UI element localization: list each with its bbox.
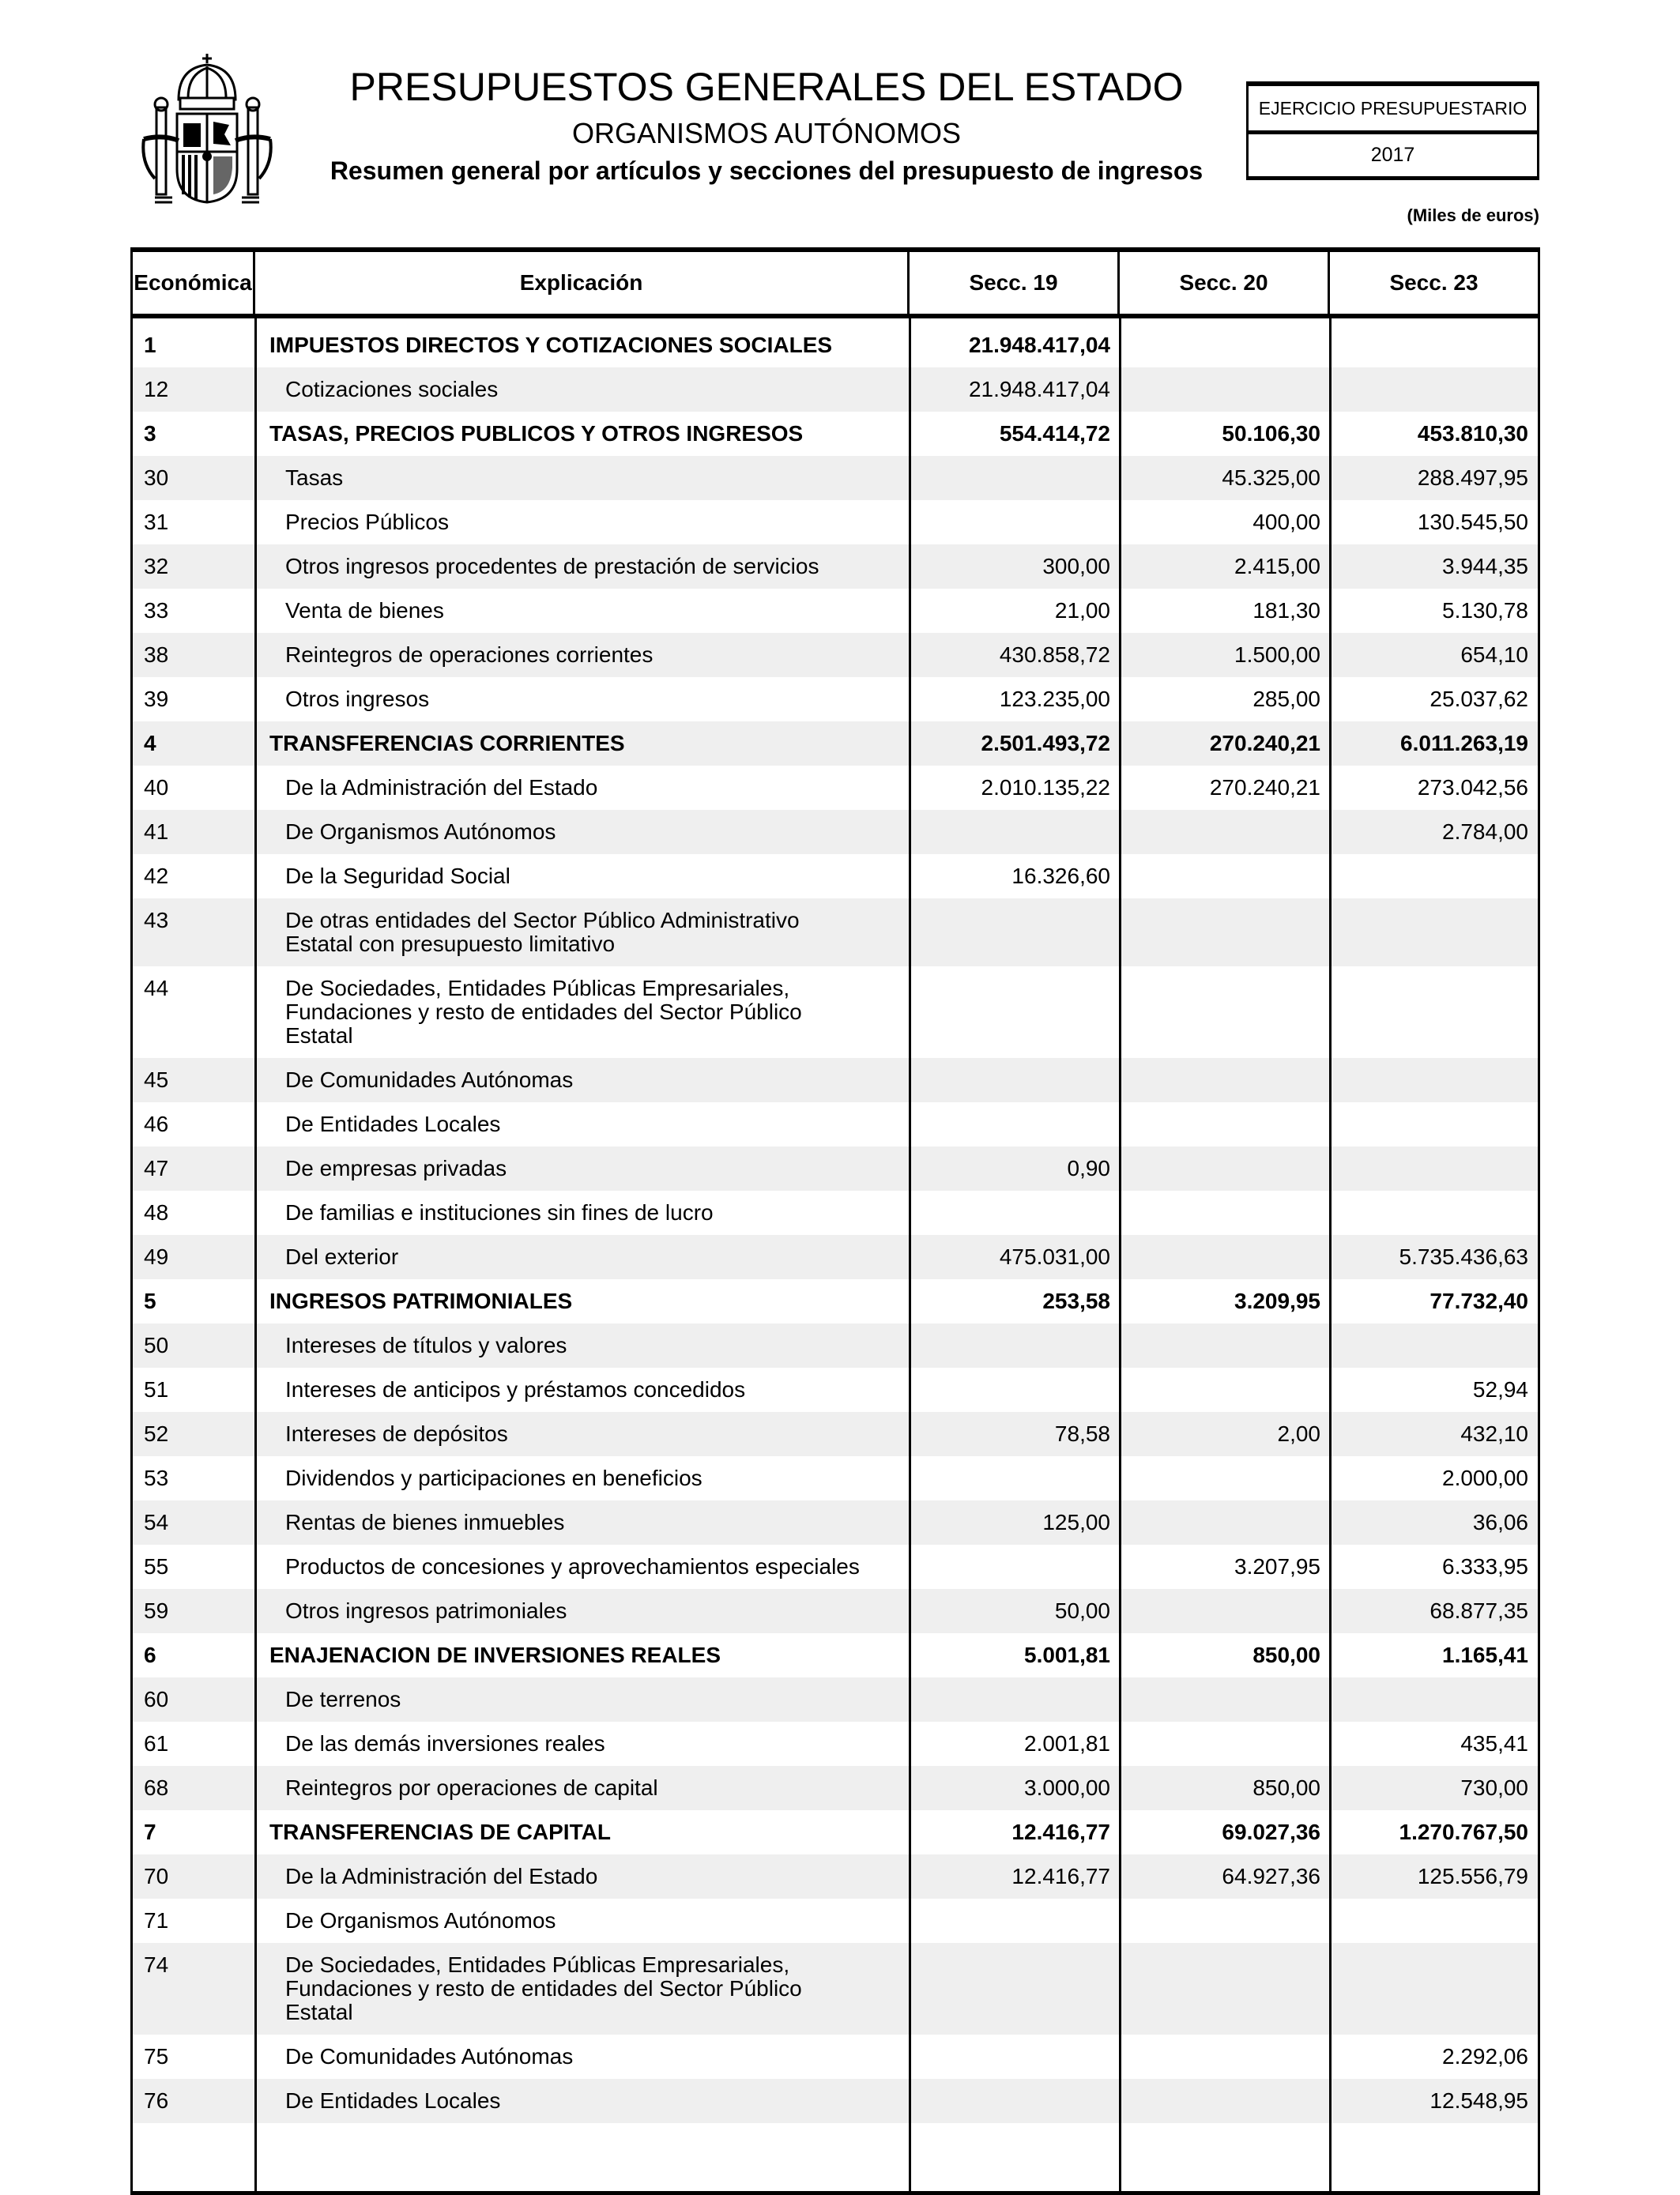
row-description: Dividendos y participaciones en beneficios: [285, 1466, 703, 1490]
table-row-chapter: [133, 1810, 1538, 1854]
table-row-chapter: [133, 323, 1538, 367]
table-row-chapter: [133, 721, 1538, 766]
budget-year-value: 2017: [1370, 144, 1415, 166]
row-secc-20: 850,00: [1252, 1775, 1320, 1800]
row-secc-20: 181,30: [1252, 598, 1320, 623]
row-code: 42: [144, 864, 169, 888]
row-secc-20: [1120, 1943, 1330, 2035]
row-secc-23: [1330, 1323, 1538, 1368]
row-description: De Sociedades, Entidades Públicas Empresariales, Fundaciones y resto de entidades del Sector Público Estatal: [285, 976, 802, 1048]
row-secc-20: [1120, 1323, 1330, 1368]
column-header-secc-20: Secc. 20: [1120, 252, 1330, 314]
row-secc-19: 5.001,81: [1024, 1643, 1110, 1667]
row-secc-20: [1120, 1058, 1330, 1102]
row-description: De Comunidades Autónomas: [285, 2044, 574, 2069]
row-code: 68: [144, 1775, 169, 1800]
row-secc-23: 5.735.436,63: [1399, 1244, 1528, 1269]
table-header: [133, 252, 1538, 318]
row-secc-23: 125.556,79: [1417, 1864, 1528, 1888]
table-row-chapter: [133, 1633, 1538, 1677]
budget-year-box: [1246, 81, 1539, 180]
table-row: [133, 1899, 1538, 1943]
table-row: [133, 1191, 1538, 1235]
row-secc-23: 654,10: [1460, 642, 1528, 667]
table-row: [133, 1323, 1538, 1368]
table-row: [133, 1943, 1538, 2035]
row-code: 7: [144, 1820, 156, 1844]
row-secc-19: [910, 1943, 1120, 2035]
page-description: Resumen general por artículos y secciones del presupuesto de ingresos: [330, 156, 1203, 185]
row-code: 50: [144, 1333, 169, 1357]
row-secc-23: 2.292,06: [1442, 2044, 1528, 2069]
row-secc-19: [910, 2079, 1120, 2123]
row-secc-23: 3.944,35: [1442, 554, 1528, 578]
row-code: 1: [144, 333, 156, 357]
row-secc-20: 69.027,36: [1222, 1820, 1320, 1844]
row-secc-19: 21.948.417,04: [968, 333, 1110, 357]
row-code: 38: [144, 642, 169, 667]
row-code: 12: [144, 377, 169, 401]
row-description: Intereses de depósitos: [285, 1421, 508, 1446]
row-secc-19: 0,90: [1067, 1156, 1110, 1180]
row-secc-23: [1330, 1191, 1538, 1235]
row-secc-23: 288.497,95: [1417, 465, 1528, 490]
row-secc-19: [910, 456, 1120, 500]
row-code: 51: [144, 1377, 169, 1402]
row-secc-20: [1120, 1191, 1330, 1235]
row-description: TRANSFERENCIAS DE CAPITAL: [269, 1820, 611, 1844]
row-secc-19: 12.416,77: [1011, 1864, 1110, 1888]
table-row: [133, 1235, 1538, 1279]
column-header-explicacion: Explicación: [255, 252, 910, 314]
row-description: ENAJENACION DE INVERSIONES REALES: [269, 1643, 721, 1667]
row-code: 4: [144, 731, 156, 755]
row-description: IMPUESTOS DIRECTOS Y COTIZACIONES SOCIALES: [269, 333, 833, 357]
row-secc-20: 3.209,95: [1234, 1289, 1320, 1313]
row-secc-20: [1120, 1235, 1330, 1279]
row-secc-20: 45.325,00: [1222, 465, 1320, 490]
row-description: De otras entidades del Sector Público Administrativo Estatal con presupuesto limitativo: [285, 908, 800, 956]
table-row: [133, 1589, 1538, 1633]
table-row: [133, 1766, 1538, 1810]
row-secc-23: [1330, 1102, 1538, 1146]
table-row: [133, 589, 1538, 633]
row-secc-23: [1330, 1146, 1538, 1191]
row-secc-19: [910, 2035, 1120, 2079]
table-row: [133, 677, 1538, 721]
row-description: Cotizaciones sociales: [285, 377, 499, 401]
row-code: 55: [144, 1554, 169, 1579]
table-row: [133, 854, 1538, 898]
row-secc-20: 2.415,00: [1234, 554, 1320, 578]
row-secc-19: [910, 1545, 1120, 1589]
row-code: 44: [144, 976, 169, 1000]
row-secc-19: 21.948.417,04: [968, 377, 1110, 401]
row-secc-23: 6.011.263,19: [1400, 731, 1528, 755]
row-description: Otros ingresos: [285, 687, 430, 711]
row-secc-23: 273.042,56: [1417, 775, 1528, 800]
row-description: Del exterior: [285, 1244, 399, 1269]
row-secc-19: [910, 1456, 1120, 1500]
row-secc-19: 2.501.493,72: [981, 731, 1110, 755]
row-secc-23: 68.877,35: [1430, 1598, 1528, 1623]
table-row: [133, 456, 1538, 500]
row-secc-20: 400,00: [1252, 510, 1320, 534]
row-description: Rentas de bienes inmuebles: [285, 1510, 565, 1534]
row-description: De empresas privadas: [285, 1156, 507, 1180]
row-description: Intereses de anticipos y préstamos concedidos: [285, 1377, 746, 1402]
row-secc-20: 3.207,95: [1234, 1554, 1320, 1579]
row-code: 32: [144, 554, 169, 578]
row-description: INGRESOS PATRIMONIALES: [269, 1289, 573, 1313]
row-secc-19: [910, 1191, 1120, 1235]
row-secc-20: [1120, 2079, 1330, 2123]
row-secc-20: [1120, 2035, 1330, 2079]
table-row: [133, 766, 1538, 810]
row-secc-23: [1330, 1899, 1538, 1943]
row-secc-20: [1120, 1722, 1330, 1766]
row-secc-23: [1330, 323, 1538, 367]
table-row: [133, 1456, 1538, 1500]
row-secc-20: [1120, 323, 1330, 367]
row-secc-20: [1120, 1500, 1330, 1545]
row-code: 3: [144, 421, 156, 446]
row-code: 71: [144, 1908, 169, 1933]
row-secc-23: 52,94: [1472, 1377, 1528, 1402]
row-secc-23: 435,41: [1460, 1731, 1528, 1756]
row-secc-19: [910, 1677, 1120, 1722]
row-description: De Comunidades Autónomas: [285, 1067, 574, 1092]
row-description: De Entidades Locales: [285, 1112, 501, 1136]
row-code: 60: [144, 1687, 169, 1711]
row-secc-23: [1330, 1943, 1538, 2035]
row-description: Otros ingresos patrimoniales: [285, 1598, 567, 1623]
row-code: 54: [144, 1510, 169, 1534]
row-code: 33: [144, 598, 169, 623]
row-description: De Entidades Locales: [285, 2088, 501, 2113]
row-secc-23: [1330, 1677, 1538, 1722]
row-code: 48: [144, 1200, 169, 1225]
row-secc-20: [1120, 898, 1330, 966]
coat-of-arms-emblem: [131, 52, 283, 205]
row-secc-19: [910, 966, 1120, 1058]
row-secc-19: [910, 1058, 1120, 1102]
row-secc-19: 253,58: [1042, 1289, 1110, 1313]
row-code: 43: [144, 908, 169, 932]
table-row-chapter: [133, 1279, 1538, 1323]
row-code: 70: [144, 1864, 169, 1888]
row-secc-19: 50,00: [1054, 1598, 1110, 1623]
row-secc-20: [1120, 810, 1330, 854]
column-header-secc-23: Secc. 23: [1389, 270, 1478, 295]
row-secc-23: 25.037,62: [1430, 687, 1528, 711]
row-secc-19: 430.858,72: [999, 642, 1110, 667]
row-code: 52: [144, 1421, 169, 1446]
row-secc-23: [1330, 1058, 1538, 1102]
table-row: [133, 1368, 1538, 1412]
row-description: Tasas: [285, 465, 344, 490]
budget-year-label: EJERCICIO PRESUPUESTARIO: [1249, 86, 1537, 134]
row-secc-20: 64.927,36: [1222, 1864, 1320, 1888]
row-secc-23: 130.545,50: [1417, 510, 1528, 534]
row-description: Reintegros de operaciones corrientes: [285, 642, 654, 667]
row-code: 74: [144, 1952, 169, 1977]
row-secc-23: 1.165,41: [1442, 1643, 1528, 1667]
row-secc-19: [910, 500, 1120, 544]
table-row: [133, 2035, 1538, 2079]
row-code: 31: [144, 510, 169, 534]
row-secc-19: 125,00: [1042, 1510, 1110, 1534]
table-row: [133, 1500, 1538, 1545]
row-code: 40: [144, 775, 169, 800]
row-code: 61: [144, 1731, 169, 1756]
row-secc-23: [1330, 367, 1538, 412]
row-description: De la Administración del Estado: [285, 1864, 598, 1888]
column-divider: [254, 318, 257, 2191]
row-secc-19: 21,00: [1054, 598, 1110, 623]
row-secc-19: [910, 1899, 1120, 1943]
row-description: Precios Públicos: [285, 510, 449, 534]
row-secc-23: 432,10: [1460, 1421, 1528, 1446]
row-secc-23: [1330, 898, 1538, 966]
table-row: [133, 1677, 1538, 1722]
row-secc-19: 3.000,00: [1024, 1775, 1110, 1800]
row-secc-19: 123.235,00: [999, 687, 1110, 711]
row-secc-20: [1120, 1102, 1330, 1146]
row-secc-23: 12.548,95: [1430, 2088, 1528, 2113]
table-row: [133, 367, 1538, 412]
row-secc-23: [1330, 966, 1538, 1058]
row-secc-19: [910, 1323, 1120, 1368]
row-secc-23: [1330, 854, 1538, 898]
row-code: 45: [144, 1067, 169, 1092]
row-secc-19: [910, 1102, 1120, 1146]
row-secc-23: 6.333,95: [1442, 1554, 1528, 1579]
table-row: [133, 1722, 1538, 1766]
table-row: [133, 1854, 1538, 1899]
row-secc-19: 2.010.135,22: [981, 775, 1110, 800]
row-description: Venta de bienes: [285, 598, 444, 623]
row-description: De Organismos Autónomos: [285, 819, 556, 844]
row-code: 39: [144, 687, 169, 711]
column-header-secc-19: Secc. 19: [910, 252, 1120, 314]
row-secc-23: 2.784,00: [1442, 819, 1528, 844]
table-row: [133, 500, 1538, 544]
table-row: [133, 1102, 1538, 1146]
row-secc-20: [1120, 1456, 1330, 1500]
table-row: [133, 1058, 1538, 1102]
page-title: PRESUPUESTOS GENERALES DEL ESTADO: [349, 65, 1184, 109]
table-row: [133, 1146, 1538, 1191]
budget-table: [130, 247, 1540, 2195]
units-note: (Miles de euros): [1407, 205, 1539, 225]
row-secc-20: [1120, 1899, 1330, 1943]
row-description: De Organismos Autónomos: [285, 1908, 556, 1933]
row-secc-23: 36,06: [1472, 1510, 1528, 1534]
row-secc-19: [910, 898, 1120, 966]
row-secc-19: 16.326,60: [1011, 864, 1110, 888]
row-code: 30: [144, 465, 169, 490]
row-description: De la Administración del Estado: [285, 775, 598, 800]
row-description: De terrenos: [285, 1687, 401, 1711]
row-secc-19: 12.416,77: [1011, 1820, 1110, 1844]
row-secc-20: [1120, 1589, 1330, 1633]
table-row-chapter: [133, 412, 1538, 456]
row-secc-19: [910, 810, 1120, 854]
row-description: De la Seguridad Social: [285, 864, 510, 888]
row-secc-20: 270.240,21: [1209, 731, 1320, 755]
row-code: 41: [144, 819, 169, 844]
column-divider: [909, 318, 911, 2191]
row-secc-23: 77.732,40: [1430, 1289, 1528, 1313]
row-code: 46: [144, 1112, 169, 1136]
row-secc-20: [1120, 1677, 1330, 1722]
table-row: [133, 810, 1538, 854]
row-description: TRANSFERENCIAS CORRIENTES: [269, 731, 625, 755]
row-secc-20: 285,00: [1252, 687, 1320, 711]
table-row: [133, 2079, 1538, 2123]
row-description: Productos de concesiones y aprovechamientos especiales: [285, 1554, 860, 1579]
row-secc-20: [1120, 966, 1330, 1058]
row-description: TASAS, PRECIOS PUBLICOS Y OTROS INGRESOS: [269, 421, 804, 446]
row-description: De las demás inversiones reales: [285, 1731, 605, 1756]
row-code: 47: [144, 1156, 169, 1180]
row-secc-23: 2.000,00: [1442, 1466, 1528, 1490]
row-secc-20: [1120, 1368, 1330, 1412]
row-description: Reintegros por operaciones de capital: [285, 1775, 658, 1800]
table-row: [133, 1545, 1538, 1589]
row-secc-20: 2,00: [1277, 1421, 1320, 1446]
row-code: 53: [144, 1466, 169, 1490]
table-body: [133, 318, 1538, 2191]
row-secc-19: 2.001,81: [1024, 1731, 1110, 1756]
row-code: 5: [144, 1289, 156, 1313]
row-description: De Sociedades, Entidades Públicas Empresariales, Fundaciones y resto de entidades del Sector Público Estatal: [285, 1952, 802, 2024]
row-secc-23: 730,00: [1460, 1775, 1528, 1800]
column-divider: [1329, 318, 1332, 2191]
row-secc-19: 554.414,72: [999, 421, 1110, 446]
page-subtitle: ORGANISMOS AUTÓNOMOS: [571, 117, 962, 149]
row-secc-23: 453.810,30: [1417, 421, 1528, 446]
table-row: [133, 633, 1538, 677]
row-secc-19: 300,00: [1042, 554, 1110, 578]
row-secc-20: [1120, 1146, 1330, 1191]
row-secc-20: 850,00: [1252, 1643, 1320, 1667]
row-code: 75: [144, 2044, 169, 2069]
row-secc-23: 5.130,78: [1442, 598, 1528, 623]
row-code: 49: [144, 1244, 169, 1269]
table-row: [133, 898, 1538, 966]
row-secc-23: 1.270.767,50: [1399, 1820, 1528, 1844]
row-secc-19: [910, 1368, 1120, 1412]
row-secc-20: 1.500,00: [1234, 642, 1320, 667]
row-code: 6: [144, 1643, 156, 1667]
table-row: [133, 966, 1538, 1058]
row-description: De familias e instituciones sin fines de lucro: [285, 1200, 714, 1225]
column-header-economica: Económica: [133, 252, 255, 314]
table-row: [133, 544, 1538, 589]
row-secc-20: 270.240,21: [1209, 775, 1320, 800]
row-code: 76: [144, 2088, 169, 2113]
row-description: Intereses de títulos y valores: [285, 1333, 567, 1357]
column-divider: [1119, 318, 1121, 2191]
row-secc-20: 50.106,30: [1222, 421, 1320, 446]
row-secc-20: [1120, 854, 1330, 898]
row-secc-20: [1120, 367, 1330, 412]
row-secc-19: 475.031,00: [999, 1244, 1110, 1269]
row-description: Otros ingresos procedentes de prestación de servicios: [285, 554, 819, 578]
row-code: 59: [144, 1598, 169, 1623]
row-secc-19: 78,58: [1054, 1421, 1110, 1446]
table-row: [133, 1412, 1538, 1456]
